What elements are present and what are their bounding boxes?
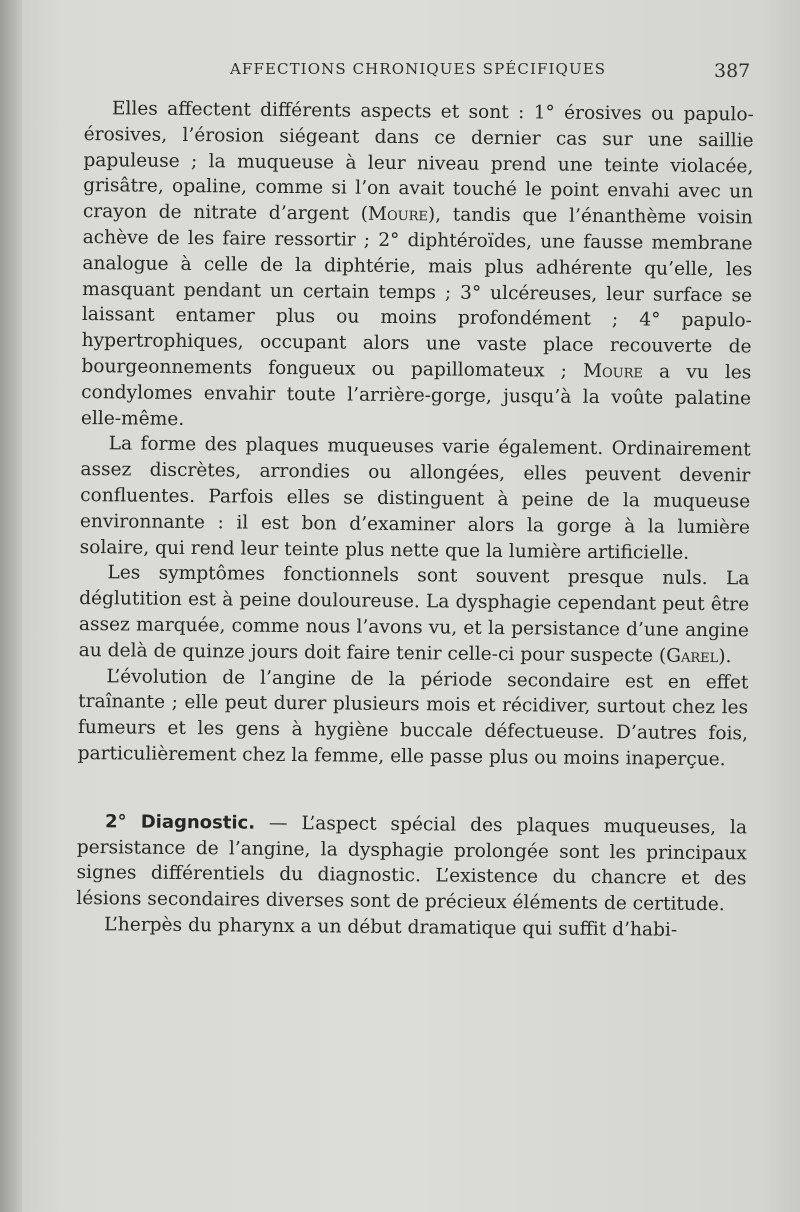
paragraph-plaque-form: La forme des plaques muqueuses varie également. Ordinairement assez discrètes, arrondies ou allongées, elles peuvent devenir confluentes. Parfois elles se distinguent à peine de la muqueuse environnante : il est bon d’examiner alors la gorge à la lumière solaire, qui rend leur teinte plus nette que la lumière artificielle.: [79, 433, 751, 564]
paragraph-symptoms: [79, 560, 750, 670]
page-number: 387: [714, 60, 751, 82]
body-text: [76, 96, 754, 944]
paragraph-text: — L’aspect spécial des plaques muqueuses, la persistance de l’angine, la dysphagie prolongée sont les principaux signes différentiels du diagnostic. L’existence du chancre et des lésions secondaires diverses sont de précieux éléments de certitude.: [76, 812, 748, 916]
paragraph-text: Elles affectent différents aspects et sont : 1° érosives ou papulo-érosives, l’érosion siégeant dans ce dernier cas sur une saillie papuleuse ; la muqueuse à leur niveau prend une teinte violacée, grisâtre, opaline, comme si l’on avait touché le point envahi avec un crayon de nitrate d’argent (: [82, 98, 754, 225]
section-heading: 2° Diagnostic.: [104, 810, 256, 834]
author-citation: Moure: [367, 203, 429, 226]
paragraph-plaque-aspects: [81, 96, 754, 438]
paragraph-text: Les symptômes fonctionnels sont souvent presque nuls. La déglutition est à peine douloureuse. La dysphagie cependant peut être assez marquée, comme nous l’avons vu, et la persistance d’une angine au delà de quinze jours doit faire tenir celle-ci pour suspecte (: [78, 562, 750, 667]
paragraph-evolution: L’évolution de l’angine de la période secondaire est en effet traînante ; elle peut durer plusieurs mois et récidiver, surtout chez les fumeurs et les gens à hygiène buccale défectueuse. D’autres fois, particulièrement chez la femme, elle passe plus ou moins inaperçue.: [77, 665, 749, 771]
paragraph-text: ), tandis que l’énanthème voisin achève de les faire ressortir ; 2° diphtéroïdes, une fausse membrane analogue à celle de la diphtérie, mais plus adhérente qu’elle, les masquant pendant un certain temps ; 3° ulcéreuses, leur surface se laissant entamer plus ou moins profondément ; 4° papulo-hypertrophiques, occupant alors une vaste place recouverte de bourgeonnements fongueux ou papillomateux ;: [81, 204, 753, 382]
author-citation: Garel: [666, 645, 719, 667]
page-edge-shadow: [0, 0, 22, 1212]
paragraph-text: a vu les condylomes envahir toute l’arrière-gorge, jusqu’à la voûte palatine elle-même.: [80, 361, 752, 430]
paragraph-diagnostic: [76, 809, 747, 919]
paragraph-text: ).: [718, 645, 732, 667]
running-head: [0, 58, 800, 88]
running-head-title: AFFECTIONS CHRONIQUES SPÉCIFIQUES: [230, 60, 607, 78]
author-citation: Moure: [582, 360, 644, 383]
paragraph-herpes: L’herpès du pharynx a un début dramatique qui suffit d’habi-: [103, 914, 678, 941]
